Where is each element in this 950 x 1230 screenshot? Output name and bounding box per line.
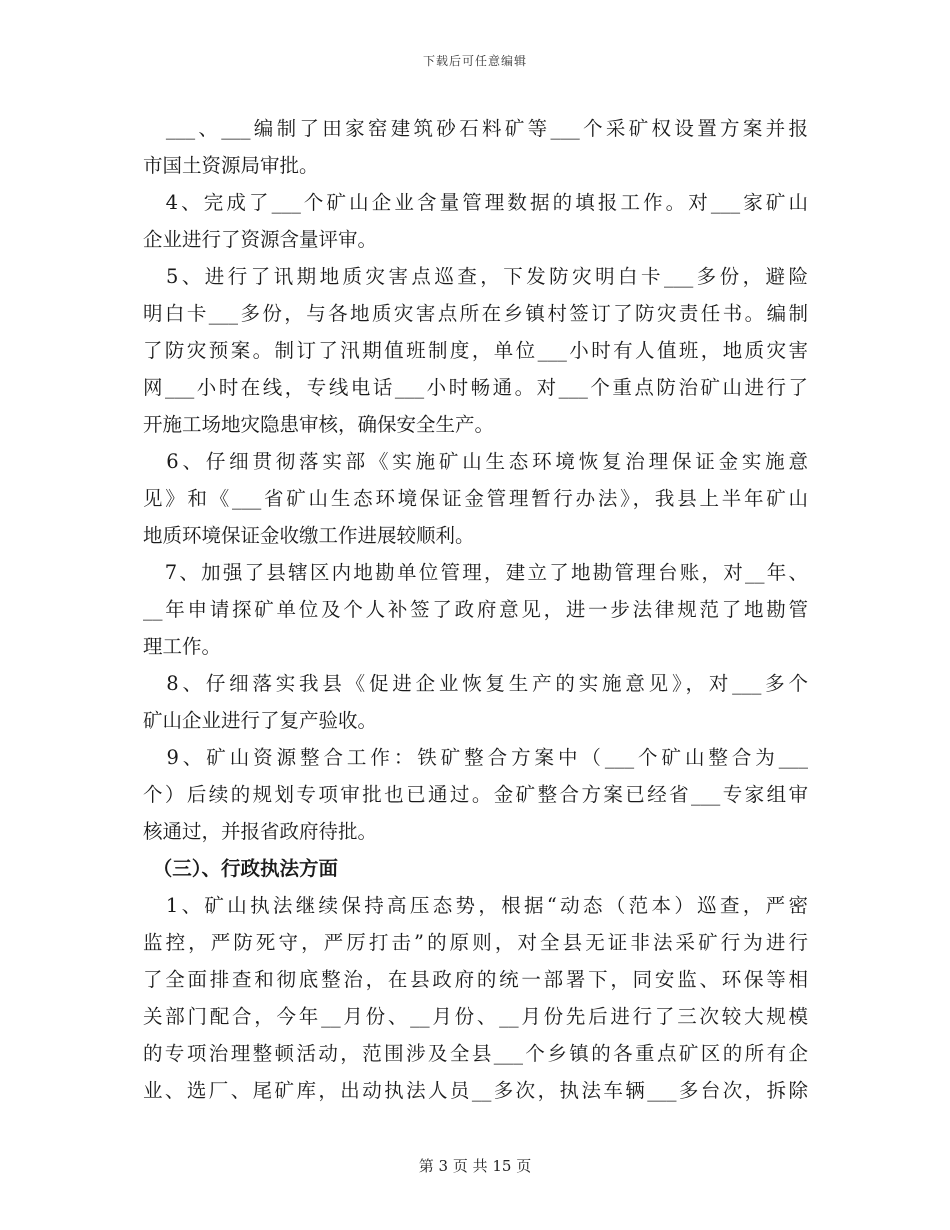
text-line: 关部门配合，今年__月份、__月份、__月份先后进行了三次较大规模 bbox=[143, 1005, 808, 1028]
text-line: ___、___编制了田家窑建筑砂石料矿等___个采矿权设置方案并报 bbox=[143, 117, 808, 140]
text-line: 1、矿山执法继续保持高压态势，根据“动态（范本）巡查，严密 bbox=[143, 894, 808, 917]
text-line: 5、进行了讯期地质灾害点巡查，下发防灾明白卡___多份，避险 bbox=[143, 265, 808, 288]
document-body bbox=[143, 110, 808, 1109]
text-line: 明白卡___多份，与各地质灾害点所在乡镇村签订了防灾责任书。编制 bbox=[143, 302, 808, 325]
text-line: 8、仔细落实我县《促进企业恢复生产的实施意见》，对___多个 bbox=[143, 672, 808, 695]
text-line: 了防灾预案。制订了汛期值班制度，单位___小时有人值班，地质灾害 bbox=[143, 339, 808, 362]
text-line: 7、加强了县辖区内地勘单位管理，建立了地勘管理台账，对__年、 bbox=[143, 561, 808, 584]
text-line: 9、矿山资源整合工作：铁矿整合方案中（___个矿山整合为___ bbox=[143, 746, 808, 769]
text-line: 6、仔细贯彻落实部《实施矿山生态环境恢复治理保证金实施意 bbox=[143, 450, 808, 473]
text-line: 地质环境保证金收缴工作进展较顺利。 bbox=[143, 524, 475, 547]
text-line: 见》和《___省矿山生态环境保证金管理暂行办法》，我县上半年矿山 bbox=[143, 487, 808, 510]
text-line: 矿山企业进行了复产验收。 bbox=[143, 709, 378, 732]
text-line: 业、选厂、尾矿库，出动执法人员__多次，执法车辆___多台次，拆除 bbox=[143, 1079, 808, 1102]
text-line: 个）后续的规划专项审批也已通过。金矿整合方案已经省___专家组审 bbox=[143, 783, 808, 806]
page-header: 下载后可任意编辑 bbox=[422, 54, 527, 68]
text-line: 开施工场地灾隐患审核，确保安全生产。 bbox=[143, 413, 495, 436]
text-line: 理工作。 bbox=[143, 635, 222, 658]
text-line: 的专项治理整顿活动，范围涉及全县___个乡镇的各重点矿区的所有企 bbox=[143, 1042, 808, 1065]
section-heading: （三）、行政执法方面 bbox=[143, 857, 339, 880]
text-line: 市国土资源局审批。 bbox=[143, 154, 319, 177]
text-line: 监控，严防死守，严厉打击”的原则，对全县无证非法采矿行为进行 bbox=[143, 931, 808, 954]
text-line: 了全面排查和彻底整治，在县政府的统一部署下，同安监、环保等相 bbox=[143, 968, 808, 991]
text-line: 4、完成了___个矿山企业含量管理数据的填报工作。对___家矿山 bbox=[143, 191, 808, 214]
text-line: 核通过，并报省政府待批。 bbox=[143, 820, 378, 843]
text-line: __年申请探矿单位及个人补签了政府意见，进一步法律规范了地勘管 bbox=[143, 598, 808, 621]
page-footer: 第 3 页 共 15 页 bbox=[418, 1157, 532, 1175]
text-line: 网___小时在线，专线电话___小时畅通。对___个重点防治矿山进行了 bbox=[143, 376, 808, 399]
text-line: 企业进行了资源含量评审。 bbox=[143, 228, 378, 251]
